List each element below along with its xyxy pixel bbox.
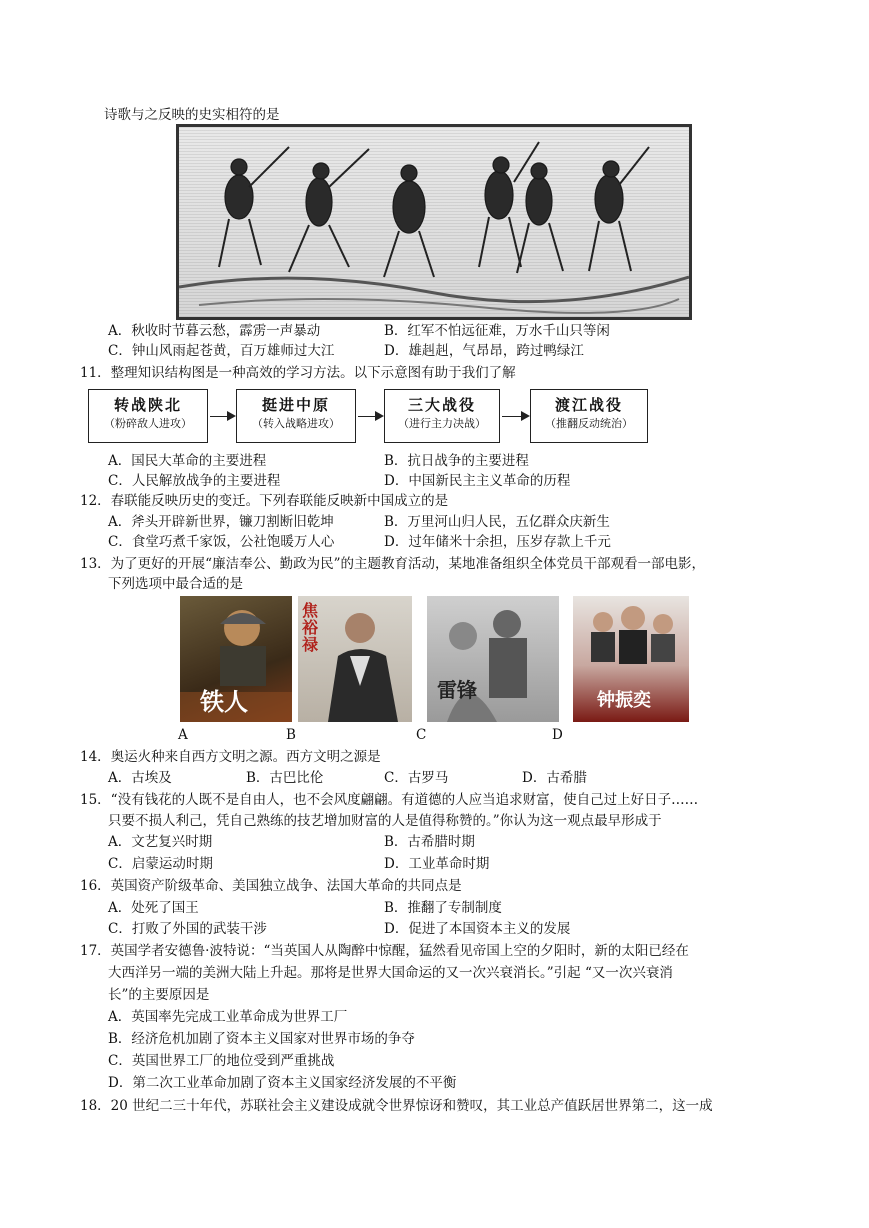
q16-option-b: B．推翻了专制制度 [384, 900, 502, 916]
q10-option-c: C．钟山风雨起苍黄，百万雄师过大江 [108, 343, 335, 359]
poster-d-title: 钟振奕 [597, 690, 651, 711]
q15-option-b: B．古希腊时期 [384, 834, 475, 850]
q10-stem: 诗歌与之反映的史实相符的是 [104, 107, 280, 123]
q16-stem: 16．英国资产阶级革命、美国独立战争、法国大革命的共同点是 [80, 878, 462, 894]
battle-sketch-image [176, 124, 692, 320]
q15-option-c: C．启蒙运动时期 [108, 856, 213, 872]
q17-option-d: D．第二次工业革命加剧了资本主义国家经济发展的不平衡 [108, 1075, 457, 1091]
flow-box-title: 转战陕北 [113, 396, 182, 414]
q10-option-d: D．雄赳赳，气昂昂，跨过鸭绿江 [384, 343, 584, 359]
q12-stem: 12．春联能反映历史的变迁。下列春联能反映新中国成立的是 [80, 493, 449, 509]
flow-box-4 [530, 389, 648, 443]
flow-arrow-icon [358, 416, 382, 417]
q12-option-a: A．斧头开辟新世界，镰刀割断旧乾坤 [108, 514, 334, 530]
q10-option-a: A．秋收时节暮云愁，霹雳一声暴动 [108, 323, 321, 339]
q15-option-d: D．工业革命时期 [384, 856, 490, 872]
q17-option-b: B．经济危机加剧了资本主义国家对世界市场的争夺 [108, 1031, 415, 1047]
q13-stem-line1: 13．为了更好的开展“廉洁奉公、勤政为民”的主题教育活动，某地准备组织全体党员干部观看一部电影， [80, 556, 705, 572]
q11-stem: 11．整理知识结构图是一种高效的学习方法。以下示意图有助于我们了解 [80, 365, 516, 381]
q14-option-a: A．古埃及 [108, 770, 172, 786]
q11-option-a: A．国民大革命的主要进程 [108, 453, 267, 469]
q16-option-a: A．处死了国王 [108, 900, 199, 916]
flow-arrow-icon [502, 416, 528, 417]
q12-option-c: C．食堂巧煮千家饭，公社饱暖万人心 [108, 534, 335, 550]
q13-label-b: B [286, 727, 296, 743]
q17-option-c: C．英国世界工厂的地位受到严重挑战 [108, 1053, 335, 1069]
q12-option-d: D．过年储米十余担，压岁存款上千元 [384, 534, 611, 550]
flow-box-1 [88, 389, 208, 443]
q17-stem-line2: 大西洋另一端的美洲大陆上升起。那将是世界大国命运的又一次兴衰消长。”引起 “又一次兴衰消 [108, 965, 673, 981]
poster-a-title: 铁人 [200, 687, 248, 716]
q10-option-b: B．红军不怕远征难，万水千山只等闲 [384, 323, 610, 339]
q16-option-c: C．打败了外国的武装干涉 [108, 921, 267, 937]
flow-arrow-icon [210, 416, 234, 417]
poster-c-title: 雷锋 [437, 678, 477, 702]
flow-box-3 [384, 389, 500, 443]
q14-option-d: D．古希腊 [522, 770, 587, 786]
flow-box-sub: （进行主力决战） [398, 417, 486, 430]
flow-box-title: 渡江战役 [554, 396, 623, 414]
q14-option-b: B．古巴比伦 [246, 770, 324, 786]
poster-d-image [573, 596, 689, 722]
q15-option-a: A．文艺复兴时期 [108, 834, 213, 850]
q12-option-b: B．万里河山归人民，五亿群众庆新生 [384, 514, 610, 530]
q13-label-c: C [416, 727, 427, 743]
q11-option-d: D．中国新民主主义革命的历程 [384, 473, 571, 489]
q13-label-a: A [178, 727, 188, 743]
q14-option-c: C．古罗马 [384, 770, 449, 786]
q11-option-c: C．人民解放战争的主要进程 [108, 473, 281, 489]
flow-box-2 [236, 389, 356, 443]
flow-box-sub: （转入战略进攻） [252, 417, 340, 430]
q16-option-d: D．促进了本国资本主义的发展 [384, 921, 571, 937]
q18-stem-line1: 18．20 世纪二三十年代，苏联社会主义建设成就令世界惊讶和赞叹，其工业总产值跃居世界第二，这一成 [80, 1098, 713, 1114]
poster-b-title: 焦裕禄 [302, 601, 319, 654]
q13-stem-line2: 下列选项中最合适的是 [108, 576, 243, 592]
poster-c-image [427, 596, 559, 722]
soldiers-sketch-icon [179, 127, 689, 317]
q13-label-d: D [552, 727, 563, 743]
flow-box-title: 三大战役 [407, 396, 476, 414]
poster-a-image [180, 596, 292, 722]
q17-stem-line3: 长”的主要原因是 [108, 987, 210, 1003]
grayscale-poster-icon [427, 596, 559, 722]
flow-box-title: 挺进中原 [261, 396, 330, 414]
q14-stem: 14．奥运火种来自西方文明之源。西方文明之源是 [80, 749, 381, 765]
flow-box-sub: （推翻反动统治） [545, 417, 633, 430]
q15-stem-line1: 15．“没有钱花的人既不是自由人，也不会风度翩翩。有道德的人应当追求财富，使自己过上好日子…… [80, 792, 699, 808]
poster-b-image [298, 596, 412, 722]
flow-box-sub: （粉碎敌人进攻） [104, 417, 192, 430]
q15-stem-line2: 只要不损人利己，凭自己熟练的技艺增加财富的人是值得称赞的。”你认为这一观点最早形成于 [108, 813, 662, 829]
q11-option-b: B．抗日战争的主要进程 [384, 453, 529, 469]
q17-stem-line1: 17．英国学者安德鲁·波特说：“当英国人从陶醉中惊醒，猛然看见帝国上空的夕阳时，新的太阳已经在 [80, 943, 689, 959]
q17-option-a: A．英国率先完成工业革命成为世界工厂 [108, 1009, 348, 1025]
